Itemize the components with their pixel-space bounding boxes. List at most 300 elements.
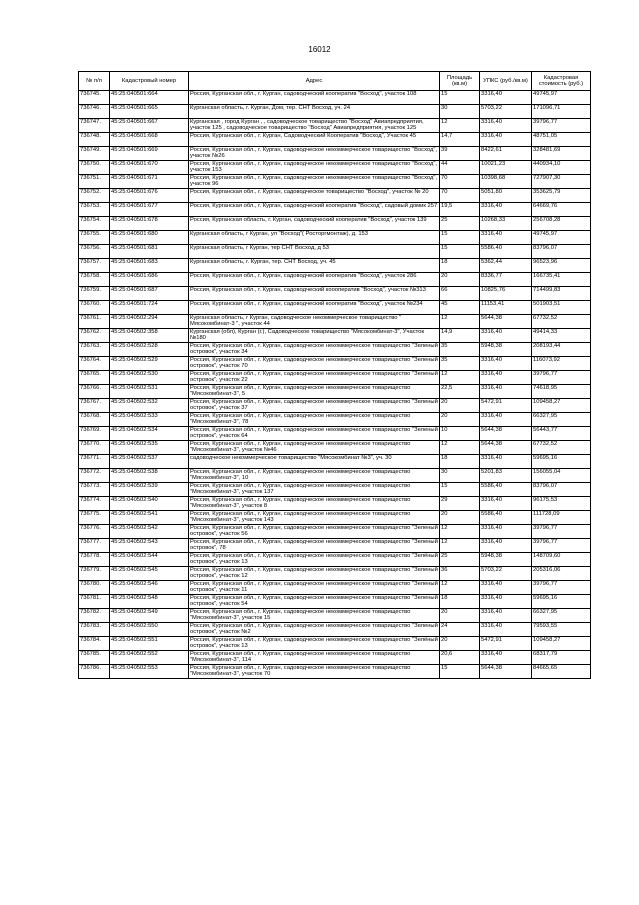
cell-upks: 10825,76 <box>480 287 532 301</box>
cell-cost: 83796,07 <box>532 483 591 497</box>
cell-cost: 714499,83 <box>532 287 591 301</box>
cell-num: 736773. <box>79 483 110 497</box>
cell-area: 19,5 <box>440 203 480 217</box>
cell-upks: 10398,68 <box>480 175 532 189</box>
table-row <box>79 119 591 133</box>
cell-num: 736771. <box>79 455 110 469</box>
cell-area: 22,5 <box>440 385 480 399</box>
cell-area: 44 <box>440 161 480 175</box>
cell-num: 736752. <box>79 189 110 203</box>
cell-num: 736745. <box>79 91 110 105</box>
cell-address: Россия, Курганская обл., г. Курган, садоводческое некоммерческое товарищество "Зеленый островок", участок 70 <box>190 357 438 370</box>
cell-area: 25 <box>440 553 480 567</box>
cell-area: 12 <box>440 581 480 595</box>
cell-cost: 39796,77 <box>532 371 591 385</box>
cell-num: 736783. <box>79 623 110 637</box>
cell-cost: 116073,92 <box>532 357 591 371</box>
cell-num: 736775. <box>79 511 110 525</box>
cell-cadastral: 45:25:040501:686 <box>110 273 189 287</box>
cell-num: 736770. <box>79 441 110 455</box>
cell-num: 736753. <box>79 203 110 217</box>
cell-cost: 79593,55 <box>532 623 591 637</box>
table-row <box>79 623 591 637</box>
cell-area: 30 <box>440 469 480 483</box>
cell-upks: 5586,40 <box>480 511 532 525</box>
cell-upks: 5948,38 <box>480 553 532 567</box>
cell-area: 12 <box>440 441 480 455</box>
cell-cadastral: 45:25:040502:542 <box>110 525 189 539</box>
cell-address: Россия, Курганская обл., г. Курган, садоводческое некоммерческое товарищество "Мясокомбинат-3", 10 <box>189 469 440 483</box>
cell-cost: 48751,05 <box>532 133 591 147</box>
cell-cadastral: 45:25:040502:552 <box>110 651 189 665</box>
cell-cost: 96523,96 <box>532 259 591 273</box>
cell-address: Россия, Курганская обл., г. Курган, садоводческое некоммерческое товарищество "Восход", участок №26 <box>189 147 440 161</box>
cell-upks: 5586,40 <box>480 245 532 259</box>
cell-num: 736769. <box>79 427 110 441</box>
table-row <box>79 287 591 301</box>
cell-num: 736772. <box>79 469 110 483</box>
table-row <box>79 231 591 245</box>
cell-num: 736748. <box>79 133 110 147</box>
table-row <box>79 665 591 679</box>
cell-num: 736761. <box>79 315 110 329</box>
cell-num: 736782. <box>79 609 110 623</box>
cell-upks: 3316,40 <box>480 91 532 105</box>
cell-cost: 166735,41 <box>532 273 591 287</box>
cadastral-table <box>78 71 591 679</box>
cell-cadastral: 45:25:040501:665 <box>110 105 189 119</box>
cell-address: Россия, Курганская обл., г. Курган, садоводческий коооператив "Восход", участок №313 <box>189 287 440 301</box>
cell-num: 736786. <box>79 665 110 679</box>
table-row <box>79 301 591 315</box>
cell-address: Россия, Курганская обл., г. Курган, садоводческое некоммерческое товарищество "Зеленый островок", участок 11 <box>190 581 438 594</box>
cell-area: 20,6 <box>440 651 480 665</box>
cell-address: Россия, Курганская обл., г. Курган, садоводческое некоммерческое товарищество "Мясокомбинат-3", 78 <box>189 413 440 427</box>
cell-upks: 3316,40 <box>480 231 532 245</box>
table-row <box>79 483 591 497</box>
cell-area: 15 <box>440 231 480 245</box>
table-row <box>79 385 591 399</box>
cell-num: 736768. <box>79 413 110 427</box>
cell-cadastral: 45:25:040502:550 <box>110 623 189 637</box>
cell-upks: 8422,61 <box>480 147 532 161</box>
cell-cost: 205316,06 <box>532 567 591 581</box>
cell-cost: 83796,07 <box>532 245 591 259</box>
cell-num: 736781. <box>79 595 110 609</box>
header-cost: Кадастровая стоимость (руб.) <box>532 72 591 91</box>
cell-upks: 5644,38 <box>480 427 532 441</box>
cell-area: 35 <box>440 357 480 371</box>
cell-cost: 39796,77 <box>532 539 591 553</box>
cell-cost: 84665,65 <box>532 665 591 679</box>
cell-address: Курганская область, г Курган, тер СНТ Восход, д 53 <box>189 245 440 259</box>
cell-area: 12 <box>440 371 480 385</box>
table-row <box>79 259 591 273</box>
cell-address: Курганская , город Курган , , садоводческое товарищество "Восход" Авиапредприятия, участок 125 , садоводческое товарищество "Восход" Авиапредприятия, участок 125 <box>189 119 440 133</box>
cell-num: 736784. <box>79 637 110 651</box>
table-row <box>79 175 591 189</box>
table-row <box>79 371 591 385</box>
header-address: Адрес <box>189 72 440 91</box>
cell-area: 24 <box>440 623 480 637</box>
cell-address: Курганская область, г Курган, садоводческое некоммерческое товарищество " Мясокомбинат-3 ", участок 44 <box>189 315 440 329</box>
cell-area: 10 <box>440 427 480 441</box>
cell-cadastral: 45:25:040502:294 <box>110 315 189 329</box>
cell-cost: 353625,79 <box>532 189 591 203</box>
table-body <box>79 91 591 679</box>
cell-num: 736751. <box>79 175 110 189</box>
cell-area: 12 <box>440 119 480 133</box>
cell-address: Россия, Курганская обл., г. Курган, садоводческое некоммерческое товарищество "Мясокомбинат-3", участок №46 <box>189 441 440 455</box>
cell-num: 736779. <box>79 567 110 581</box>
cell-upks: 11153,41 <box>480 301 532 315</box>
cell-area: 12 <box>440 539 480 553</box>
cell-num: 736763. <box>79 343 110 357</box>
cell-cost: 49745,97 <box>532 91 591 105</box>
cell-address: Россия, Курганская область, г. Курган, садоводческий кооператив "Восход", участок 139 <box>189 217 440 231</box>
cell-address: садоводческое некоммерческое товарищество "Мясокомбинат №3", уч. 30 <box>189 455 440 469</box>
table-row <box>79 105 591 119</box>
cell-cadastral: 45:25:040501:668 <box>110 133 189 147</box>
cell-num: 736750. <box>79 161 110 175</box>
cell-area: 29 <box>440 497 480 511</box>
cell-upks: 3316,40 <box>480 413 532 427</box>
cell-upks: 5644,38 <box>480 315 532 329</box>
cell-upks: 10021,23 <box>480 161 532 175</box>
cell-cadastral: 45:25:040501:683 <box>110 259 189 273</box>
cell-cost: 111728,09 <box>532 511 591 525</box>
cell-num: 736785. <box>79 651 110 665</box>
cell-upks: 5948,38 <box>480 343 532 357</box>
cell-address: Россия, Курганская обл., г. Курган, садоводческий кооператив "Восход", садовый домик 257 <box>189 203 440 217</box>
cell-cadastral: 45:25:040502:532 <box>110 399 189 413</box>
cell-area: 15 <box>440 245 480 259</box>
cell-area: 70 <box>440 189 480 203</box>
table-row <box>79 651 591 665</box>
cell-cost: 67732,52 <box>532 441 591 455</box>
cell-cadastral: 45:25:040502:543 <box>110 539 189 553</box>
cell-cadastral: 45:25:040501:669 <box>110 147 189 161</box>
cell-cost: 148709,60 <box>532 553 591 567</box>
cell-cost: 59695,16 <box>532 455 591 469</box>
cell-address: Россия, Курганская обл., г. Курган, садоводческое некоммерческое товарищество "Зеленый островок", участок 34 <box>190 343 438 356</box>
cell-address: Россия, Курганская обл., г. Курган, садоводческое некоммерческое товарищество "Зелёный островок", участок 13 <box>190 553 438 566</box>
cell-upks: 5644,38 <box>480 441 532 455</box>
table-row <box>79 147 591 161</box>
cell-area: 18 <box>440 259 480 273</box>
table-row <box>79 539 591 553</box>
cell-cadastral: 45:25:040502:551 <box>110 637 189 651</box>
cell-num: 736760. <box>79 301 110 315</box>
cell-upks: 3316,40 <box>480 609 532 623</box>
table-row <box>79 161 591 175</box>
cell-num: 736756. <box>79 245 110 259</box>
cell-cadastral: 45:25:040501:677 <box>110 203 189 217</box>
cell-address: Россия, Курганская обл., г. Курган, садоводческий кооператив "Восход", участок №234 <box>189 301 440 315</box>
table-row <box>79 469 591 483</box>
cell-num: 736764. <box>79 357 110 371</box>
cell-cadastral: 45:25:040502:539 <box>110 483 189 497</box>
cell-cost: 96175,53 <box>532 497 591 511</box>
table-row <box>79 637 591 651</box>
cell-upks: 3316,40 <box>480 203 532 217</box>
table-row <box>79 553 591 567</box>
cell-num: 736766. <box>79 385 110 399</box>
table-row <box>79 511 591 525</box>
cell-cadastral: 45:25:040501:670 <box>110 161 189 175</box>
cell-area: 30 <box>440 105 480 119</box>
cell-cadastral: 45:25:040502:533 <box>110 413 189 427</box>
cell-cost: 39796,77 <box>532 119 591 133</box>
cell-area: 35 <box>440 343 480 357</box>
cell-area: 15 <box>440 483 480 497</box>
cell-address: Россия, Курганская обл., г. Курган, садоводческое некоммерческое товарищество "Зеленый островок", участок 56 <box>190 525 438 538</box>
cell-address: Россия, Курганская обл., г. Курган, садоводческий кооператив "Восход", участок 108 <box>189 91 440 105</box>
cell-upks: 3316,40 <box>480 329 532 343</box>
cell-cadastral: 45:25:040501:671 <box>110 175 189 189</box>
cell-address: Россия, Курганская обл., г. Курган, садоводческое некоммерческое товарищество "Мясокомбинат-3", участок 8 <box>189 497 440 511</box>
cell-upks: 3316,40 <box>480 455 532 469</box>
cell-upks: 3316,40 <box>480 623 532 637</box>
cell-num: 736747. <box>79 119 110 133</box>
cell-num: 736762. <box>79 329 110 343</box>
cell-upks: 10268,33 <box>480 217 532 231</box>
table-row <box>79 427 591 441</box>
header-area: Площадь (кв.м) <box>440 72 480 91</box>
cell-upks: 8336,77 <box>480 273 532 287</box>
cell-num: 736755. <box>79 231 110 245</box>
cell-upks: 3316,40 <box>480 133 532 147</box>
cell-area: 20 <box>440 637 480 651</box>
cell-cadastral: 45:25:040502:537 <box>110 455 189 469</box>
cell-cadastral: 45:25:040502:531 <box>110 385 189 399</box>
cell-cadastral: 45:25:040501:664 <box>110 91 189 105</box>
cell-address: Россия, Курганская обл., г. Курган, садоводческое некоммерческое товарищество "Мясокомбинат-3", участок 137 <box>189 483 440 497</box>
table-row <box>79 329 591 343</box>
cell-upks: 5472,91 <box>480 637 532 651</box>
cell-cost: 56443,77 <box>532 427 591 441</box>
cell-area: 20 <box>440 273 480 287</box>
header-num: № п/п <box>79 72 110 91</box>
cell-upks: 3316,40 <box>480 525 532 539</box>
cell-cost: 109458,27 <box>532 399 591 413</box>
cell-area: 12 <box>440 525 480 539</box>
cell-cost: 66327,95 <box>532 413 591 427</box>
cell-address: Россия, Курганская обл., г. Курган, садоводческое некоммерческое товарищество "Зеленый островок", участок 64 <box>190 427 438 440</box>
table-row <box>79 399 591 413</box>
cell-upks: 5703,22 <box>480 567 532 581</box>
cell-address: Курганская область, г. Курган, тер. СНТ Восход, уч. 45 <box>189 259 440 273</box>
cell-upks: 3316,40 <box>480 497 532 511</box>
cell-address: Россия, Курганская обл., г. Курган, Садоводческий Кооператив "Восход", Участок 45 <box>189 133 440 147</box>
page-number: 16012 <box>308 45 331 54</box>
cell-address: Россия, Курганская обл., г. Курган, садоводческое некоммерческое товарищество "Зеленый островок", участок 37 <box>190 399 438 412</box>
cell-cost: 440934,10 <box>532 161 591 175</box>
cell-upks: 3316,40 <box>480 119 532 133</box>
cell-area: 14,7 <box>440 133 480 147</box>
cell-cost: 39796,77 <box>532 581 591 595</box>
table-row <box>79 315 591 329</box>
cell-cadastral: 45:25:040502:549 <box>110 609 189 623</box>
cell-num: 736754. <box>79 217 110 231</box>
cell-address: Россия, Курганская обл., г. Курган, садоводческое товарищество "Восход", участок № 20 <box>189 189 440 203</box>
cell-cost: 67732,52 <box>532 315 591 329</box>
table-row <box>79 413 591 427</box>
cell-area: 70 <box>440 175 480 189</box>
cell-address: Россия, Курганская обл., г. Курган, садоводческое некоммерческое товарищество "Зеленый островок", 78 <box>190 539 438 552</box>
cell-area: 18 <box>440 595 480 609</box>
cell-num: 736758. <box>79 273 110 287</box>
cell-cost: 208193,44 <box>532 343 591 357</box>
cell-cost: 49745,97 <box>532 231 591 245</box>
cell-num: 736778. <box>79 553 110 567</box>
cell-cadastral: 45:25:040501:680 <box>110 231 189 245</box>
cell-address: Россия, Курганская обл., г. Курган, садоводческое некоммерческое товарищество "Мясокомбинат-3", участок 70 <box>189 665 440 679</box>
table-row <box>79 581 591 595</box>
cell-cadastral: 45:25:040502:538 <box>110 469 189 483</box>
cell-num: 736780. <box>79 581 110 595</box>
cell-num: 736776. <box>79 525 110 539</box>
cell-address: Россия, Курганская обл., г. Курган, садоводческое некоммерческое товарищество "Мясокомбинат-3", участок 15 <box>189 609 440 623</box>
cell-cost: 256708,28 <box>532 217 591 231</box>
cell-address: Россия, Курганская обл., г. Курган, садоводческое некоммерческое товарищество "Мясокомбинат-3", 114 <box>189 651 440 665</box>
cell-address: Россия, Курганская обл., г. Курган, садоводческое некоммерческое товарищество "Мясокомбинат-3", участок 143 <box>189 511 440 525</box>
cell-area: 20 <box>440 511 480 525</box>
cell-area: 18 <box>440 455 480 469</box>
cell-num: 736757. <box>79 259 110 273</box>
table-row <box>79 217 591 231</box>
cell-area: 20 <box>440 399 480 413</box>
cell-cost: 156055,04 <box>532 469 591 483</box>
cell-upks: 3316,40 <box>480 581 532 595</box>
cell-num: 736774. <box>79 497 110 511</box>
cell-address: Россия, Курганская обл., г. Курган, садоводческое некоммерческое товарищество "Зеленый островок", участок 12 <box>190 567 438 580</box>
cell-cost: 328481,69 <box>532 147 591 161</box>
table-row <box>79 497 591 511</box>
cell-cost: 39796,77 <box>532 525 591 539</box>
table-row <box>79 525 591 539</box>
cell-num: 736746. <box>79 105 110 119</box>
cell-area: 36 <box>440 567 480 581</box>
table-row <box>79 245 591 259</box>
table-row <box>79 357 591 371</box>
table-row <box>79 441 591 455</box>
cell-cost: 501903,51 <box>532 301 591 315</box>
cell-cadastral: 45:25:040502:548 <box>110 595 189 609</box>
cell-cost: 49414,33 <box>532 329 591 343</box>
cell-upks: 3316,40 <box>480 385 532 399</box>
cell-upks: 3316,40 <box>480 539 532 553</box>
cell-upks: 5586,40 <box>480 483 532 497</box>
cell-num: 736749. <box>79 147 110 161</box>
table-row <box>79 91 591 105</box>
cell-address: Россия, Курганская обл., г. Курган, садоводческое некоммерческое товарищество "Зелёный островок", участок 13 <box>190 637 438 650</box>
cell-cadastral: 45:25:040501:724 <box>110 301 189 315</box>
cell-area: 25 <box>440 217 480 231</box>
cell-cadastral: 45:25:040501:676 <box>110 189 189 203</box>
cell-cost: 64669,76 <box>532 203 591 217</box>
cell-num: 736777. <box>79 539 110 553</box>
cell-cadastral: 45:25:040501:687 <box>110 287 189 301</box>
cell-cadastral: 45:25:040502:540 <box>110 497 189 511</box>
cell-area: 15 <box>440 665 480 679</box>
cell-cadastral: 45:25:040502:534 <box>110 427 189 441</box>
cell-cadastral: 45:25:040502:544 <box>110 553 189 567</box>
cell-area: 15 <box>440 91 480 105</box>
cell-cadastral: 45:25:040501:678 <box>110 217 189 231</box>
cell-address: Россия, Курганская обл., г. Курган, садоводческий кооператив "Восход", участок 286 <box>189 273 440 287</box>
table-row <box>79 455 591 469</box>
cell-num: 736759. <box>79 287 110 301</box>
cell-cadastral: 45:25:040502:529 <box>110 357 189 371</box>
cell-cadastral: 45:25:040502:545 <box>110 567 189 581</box>
cell-cadastral: 45:25:040502:535 <box>110 441 189 455</box>
cell-area: 20 <box>440 413 480 427</box>
cell-area: 20 <box>440 609 480 623</box>
cell-num: 736765. <box>79 371 110 385</box>
cell-address: Россия, Курганская обл., г. Курган, садоводческое некоммерческое товарищество "Зеленый островок", участок 22 <box>190 371 438 384</box>
cell-cadastral: 45:25:040502:546 <box>110 581 189 595</box>
cell-area: 39 <box>440 147 480 161</box>
cell-upks: 5051,80 <box>480 189 532 203</box>
cell-address: Россия, Курганская обл., г. Курган, садоводческое некоммерческое товарищество "Мясокомбинат-3", 5 <box>189 385 440 399</box>
header-cadastral: Кадастровый номер <box>110 72 189 91</box>
cell-address: Россия, Курганская обл., г. Курган, садоводческое некоммерческое товарищество "Зеленый островок", участок 54 <box>190 595 438 608</box>
cell-cadastral: 45:25:040502:530 <box>110 371 189 385</box>
table-row <box>79 133 591 147</box>
cell-num: 736767. <box>79 399 110 413</box>
cell-cadastral: 45:25:040502:553 <box>110 665 189 679</box>
cell-area: 14,9 <box>440 329 480 343</box>
table-row <box>79 609 591 623</box>
cell-upks: 5644,38 <box>480 665 532 679</box>
cell-area: 45 <box>440 301 480 315</box>
cell-upks: 3316,40 <box>480 357 532 371</box>
table-row <box>79 189 591 203</box>
table-row <box>79 343 591 357</box>
cell-cost: 66327,95 <box>532 609 591 623</box>
table-row <box>79 273 591 287</box>
cell-upks: 5362,44 <box>480 259 532 273</box>
cell-address: Россия, Курганская обл., г. Курган, садоводческое некоммерческое товарищество "Восход", участок 153 <box>189 161 440 175</box>
cell-area: 66 <box>440 287 480 301</box>
cell-upks: 5703,22 <box>480 105 532 119</box>
cell-cost: 727907,30 <box>532 175 591 189</box>
cell-address: Россия, Курганская обл., г. Курган, садоводческое некоммерческое товарищество "Зеленый островок", участок №2 <box>190 623 438 636</box>
cell-cadastral: 45:25:040502:541 <box>110 511 189 525</box>
cell-address: Курганская (обл), Курган (г.), Садоводческое товарищество "Мясокомбинат-3", Участок №180 <box>189 329 440 343</box>
cell-cost: 171096,71 <box>532 105 591 119</box>
cell-address: Россия, Курганская обл., г. Курган, садоводческое некоммерческое товарищество "Восход", участок 96 <box>189 175 440 189</box>
cell-address: Курганская область, г. Курган, Дом, тер. СНТ Восход, уч. 24 <box>189 105 440 119</box>
table-row <box>79 595 591 609</box>
table-header-row <box>79 72 591 91</box>
cell-cadastral: 45:25:040502:358 <box>110 329 189 343</box>
cell-upks: 5472,91 <box>480 399 532 413</box>
cell-cost: 74618,95 <box>532 385 591 399</box>
cell-cost: 109458,27 <box>532 637 591 651</box>
cell-upks: 5201,83 <box>480 469 532 483</box>
cell-cost: 59695,16 <box>532 595 591 609</box>
cell-area: 12 <box>440 315 480 329</box>
table-row <box>79 567 591 581</box>
cell-cadastral: 45:25:040501:681 <box>110 245 189 259</box>
cell-upks: 3316,40 <box>480 651 532 665</box>
cell-cadastral: 45:25:040502:528 <box>110 343 189 357</box>
cell-address: Курганская область, г Курган, ул "Восход"( Росторгмонтаж), д. 153 <box>189 231 440 245</box>
cell-upks: 3316,40 <box>480 371 532 385</box>
header-upks: УПКС (руб./кв.м) <box>480 72 532 91</box>
